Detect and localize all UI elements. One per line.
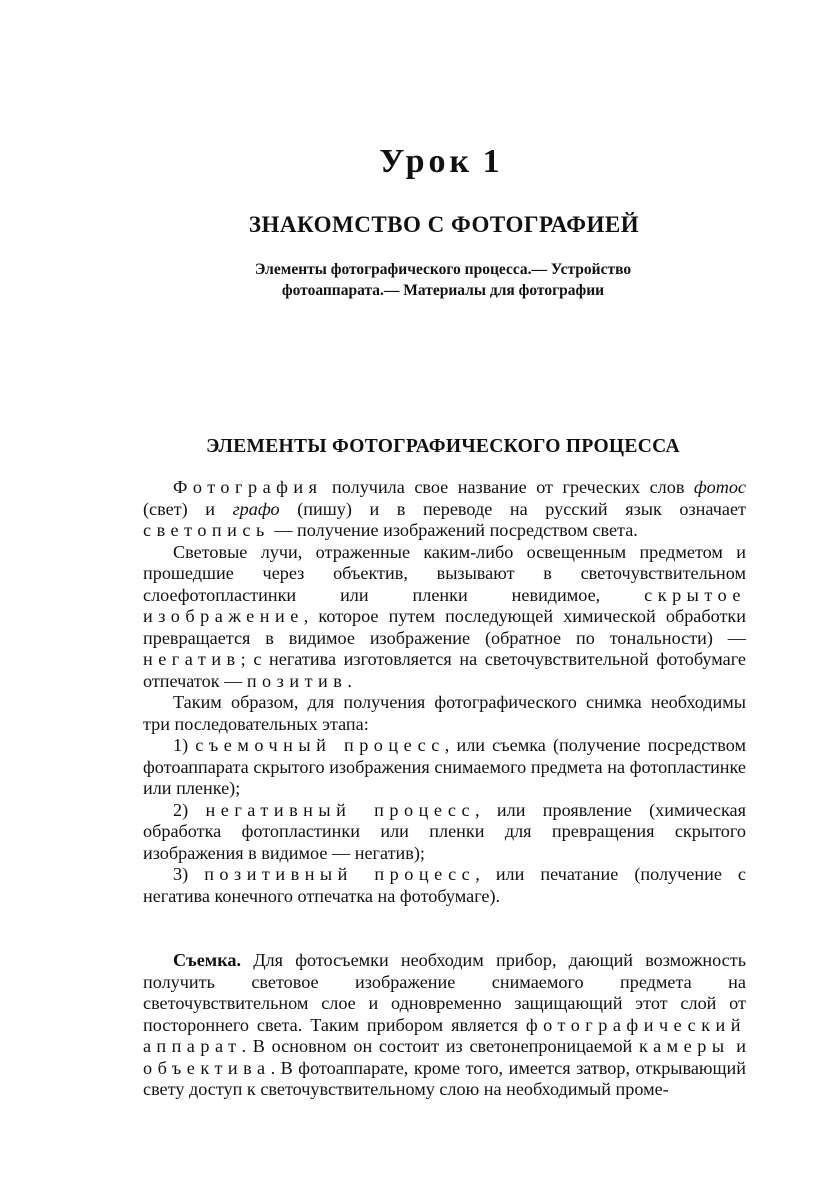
list-item-positive [143,864,746,907]
list-item-negative [143,800,746,865]
text-run: , или съемка (получение посредством фотоаппарата скрытого изображения снимаемого предмета на фотопластинке или пленке); [143,735,746,798]
text-run: , которое путем последующей химической обработки превращается в видимое изображение (обратное по тональности) — [143,606,746,648]
list-number: 1) [173,735,196,755]
term-photography: Фотография [173,477,323,497]
term-negative-process: негативный процесс [205,799,476,820]
chapter-title: ЗНАКОМСТВО С ФОТОГРАФИЕЙ [248,212,640,237]
body-text-block-1 [143,477,746,907]
paragraph-shooting [143,950,746,1101]
term-photos: фотос [693,477,746,497]
text-run: , или проявление (химическая обработка фотопластинки или пленки для превращения скрытого изображения в видимое — негатив); [143,799,746,863]
body-text-block-2 [143,950,746,1101]
term-positive: позитив [246,670,348,691]
term-camera-device: фотографический аппарат [143,1014,746,1056]
run-in-heading-shooting: Съемка. [173,950,242,970]
text-run: ; с негатива изготовляется на светочувствительной фотобумаге отпечаток — [143,649,746,691]
list-number: 2) [173,799,206,820]
term-chamber: камеры [639,1036,730,1056]
text-run: . В фотоаппарате, кроме того, имеется затвор, открывающий свету доступ к светочувствительному слою на необходимый проме- [143,1057,746,1099]
lesson-word: Урок [379,143,474,180]
text-run: и [729,1036,746,1056]
chapter-subtitle [0,259,840,301]
text-run: . [347,670,352,691]
text-run: , или печатание (получение с негатива конечного отпечатка на фотобумаге). [143,864,746,906]
lesson-heading [0,143,840,181]
term-svetopis: светопись [143,520,270,540]
text-run: Световые лучи, отраженные каким-либо освещенным предметом и прошедшие через объектив, вызывают в светочувствительном слоефотопластинки или пленки невидимое, [143,541,746,605]
subtitle-line-1: Элементы фотографического процесса.— Устройство [254,261,632,278]
term-latent-image: скрытое изображение [143,584,746,626]
list-number: 3) [173,864,205,884]
text-run: (свет) и [143,498,233,519]
text-run: Для фотосъемки необходим прибор, дающий возможность получить световое изображение снимаемого предмета на светочувствительном слое и одновременно защищающий этот слой от постороннего света. Таким прибором является [143,950,746,1035]
lesson-number: 1 [482,143,501,180]
text-run: . В основном он состоит из светонепроницаемой [241,1036,640,1056]
text-run: получила свое название от греческих слов [322,477,694,497]
term-negative: негатив [143,649,241,669]
text-run: (пишу) и в переводе на русский язык означает [279,498,746,519]
paragraph-three-stages: Таким образом, для получения фотографического снимка необходимы три последовательных этапа: [143,692,746,734]
term-positive-process: позитивный процесс [204,864,476,884]
list-item-shooting [143,735,746,800]
section-title: ЭЛЕМЕНТЫ ФОТОГРАФИЧЕСКОГО ПРОЦЕССА [206,436,680,457]
paragraph-light-rays [143,542,746,693]
term-lens: объектива [143,1057,271,1078]
term-shooting-process: съемочный процесс [195,735,445,755]
text-run: — получение изображений посредством света. [269,520,638,540]
term-grapho: графо [232,498,280,519]
paragraph-photography-definition [143,477,746,542]
subtitle-line-2: фотоаппарата.— Материалы для фотографии [281,282,605,299]
